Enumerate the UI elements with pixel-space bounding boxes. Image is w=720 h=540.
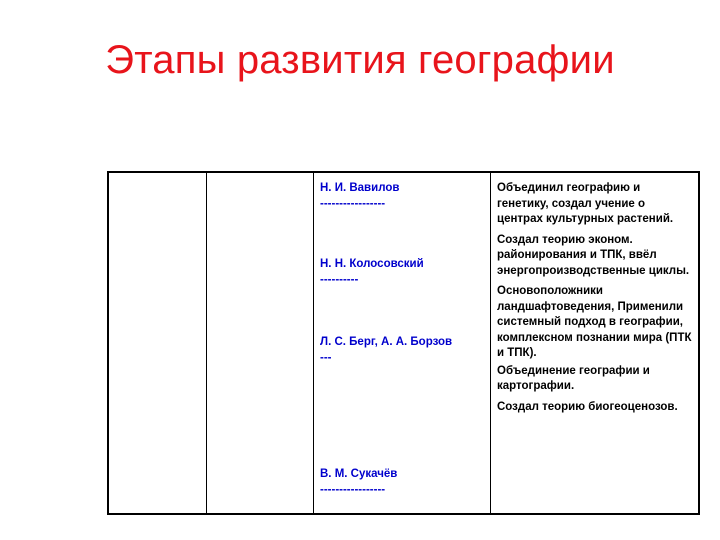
scientist-dashes: ----------: [320, 273, 359, 286]
description-text: Создал теорию эконом. районирования и ТПК, ввёл энергопроизводственные циклы.: [497, 233, 690, 277]
scientist-name: В. М. Сукачёв: [320, 468, 398, 480]
scientist-name: Л. С. Берг, А. А. Борзов: [320, 336, 453, 348]
scientist-dashes: ---: [320, 351, 332, 364]
description-text: Создал теорию биогеоценозов.: [497, 400, 678, 413]
scientist-dashes: -----------------: [320, 483, 386, 496]
scientist-entry: [320, 257, 424, 288]
description-text: Объединил географию и генетику, создал учение о центрах культурных растений.: [497, 182, 674, 225]
descriptions-cell: [491, 172, 700, 514]
scientist-entry: [320, 181, 399, 212]
description-text: Объединение географии и картографии.: [497, 364, 650, 392]
empty-cell-stage: [207, 172, 314, 514]
scientist-name: Н. И. Вавилов: [320, 182, 400, 194]
scientist-name: Н. Н. Колосовский: [320, 258, 424, 270]
slide-title: Этапы развития географии: [105, 38, 615, 82]
scientists-cell: [314, 172, 491, 514]
empty-cell-period: [108, 172, 207, 514]
scientist-dashes: -----------------: [320, 197, 386, 210]
table-row: [108, 172, 699, 514]
description-text: Основоположники ландшафтоведения, Применили системный подход в географии, комплексном познании мира (ПТК и ТПК).: [497, 285, 692, 359]
scientist-entry: [320, 335, 452, 366]
scientist-entry: [320, 467, 397, 498]
geography-stages-table: [107, 171, 700, 515]
